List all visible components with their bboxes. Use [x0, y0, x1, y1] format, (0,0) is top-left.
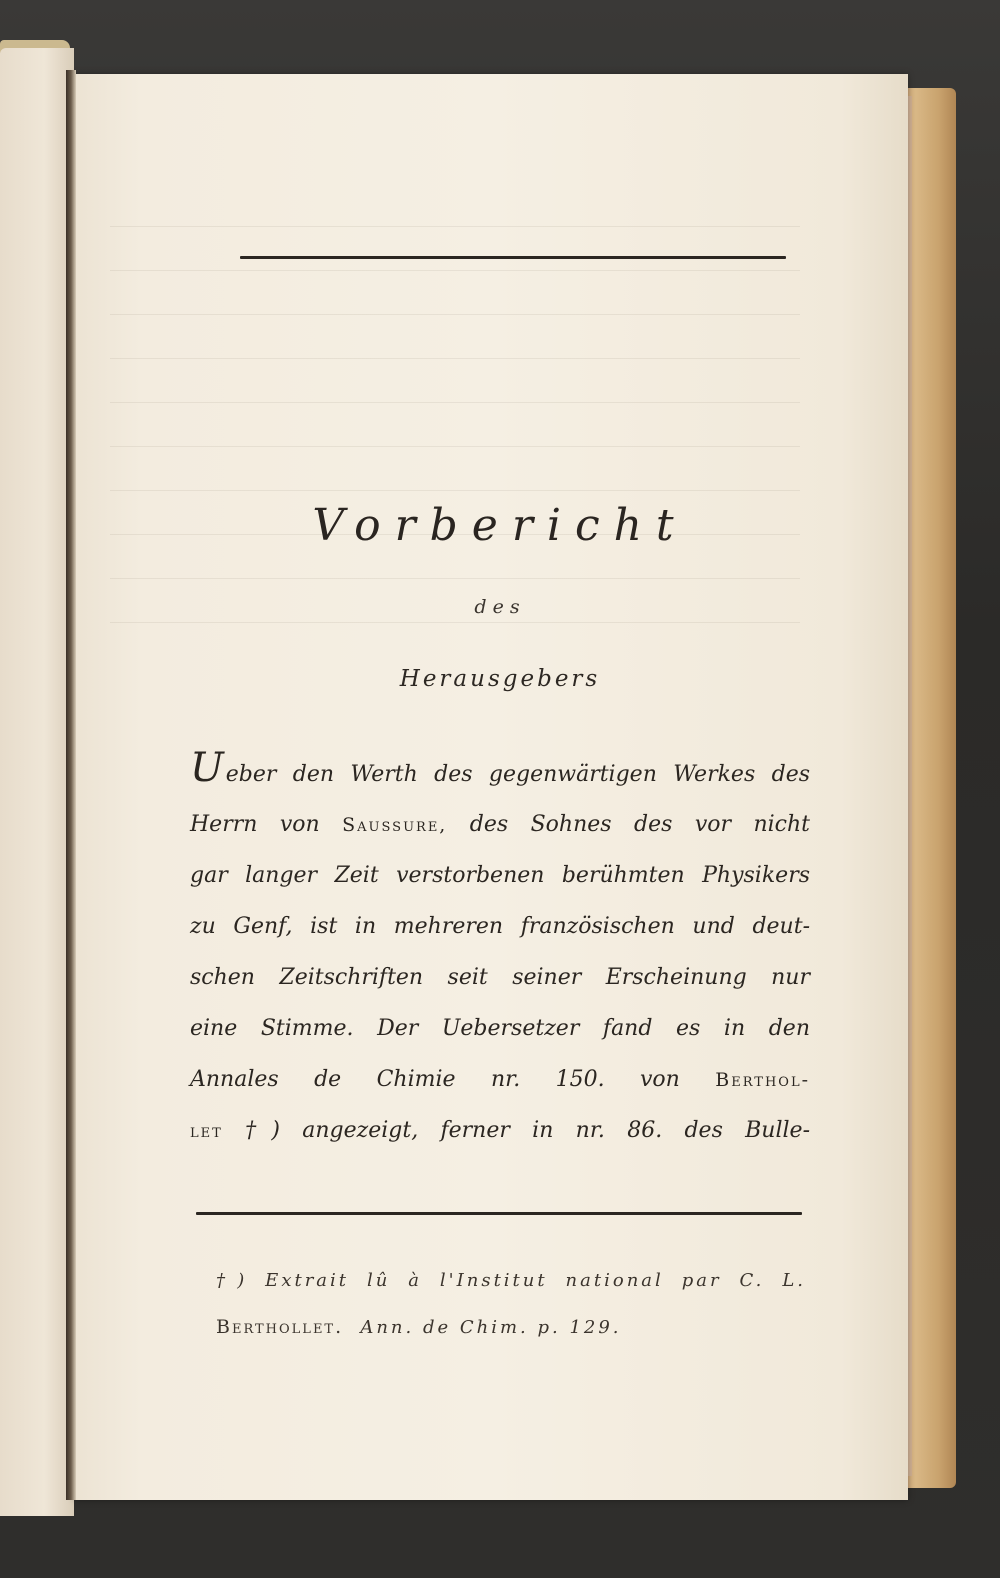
text-span: Herrn von [190, 812, 320, 837]
top-rule [240, 256, 786, 259]
small-caps-name: let [190, 1120, 223, 1142]
text-line: gar langer Zeit verstorbenen berühmten Physikers [190, 863, 810, 888]
footnote-line: †) Extrait lû à l'Institut national par C. L. [216, 1270, 806, 1291]
show-through-text [110, 190, 800, 650]
book-gutter [66, 70, 76, 1500]
footnote-rule [196, 1212, 802, 1215]
text-line: zu Genf, ist in mehreren französischen und deut- [190, 914, 810, 939]
drop-cap: U [190, 745, 224, 791]
text-line: eine Stimme. Der Uebersetzer fand es in den [190, 1016, 810, 1041]
footnote [216, 1258, 806, 1350]
small-caps-name: Saussure, [342, 814, 448, 836]
text-span: Annales de Chimie nr. 150. von [190, 1067, 680, 1092]
text-line: schen Zeitschriften seit seiner Erscheinung nur [190, 965, 810, 990]
text-line [190, 1054, 810, 1105]
footnote-line [216, 1304, 806, 1350]
left-page-fragment [0, 48, 74, 1516]
text-line [190, 745, 810, 799]
text-span: †) angezeigt, ferner in nr. 86. des Bulle- [245, 1118, 811, 1143]
text-span: des Sohnes des vor nicht [469, 812, 810, 837]
text-span: eber den Werth des gegenwärtigen Werkes des [225, 762, 810, 787]
text-line [190, 799, 810, 850]
subtitle-herausgebers: Herausgebers [399, 666, 601, 692]
small-caps-name: Berthol- [715, 1069, 810, 1091]
subtitle-des: des [474, 596, 526, 618]
body-text [190, 745, 811, 1156]
page-title: Vorbericht [312, 500, 688, 551]
text-span: Ann. de Chim. p. 129. [360, 1317, 622, 1338]
text-line [190, 1105, 810, 1156]
small-caps-name: Berthollet. [216, 1316, 344, 1338]
